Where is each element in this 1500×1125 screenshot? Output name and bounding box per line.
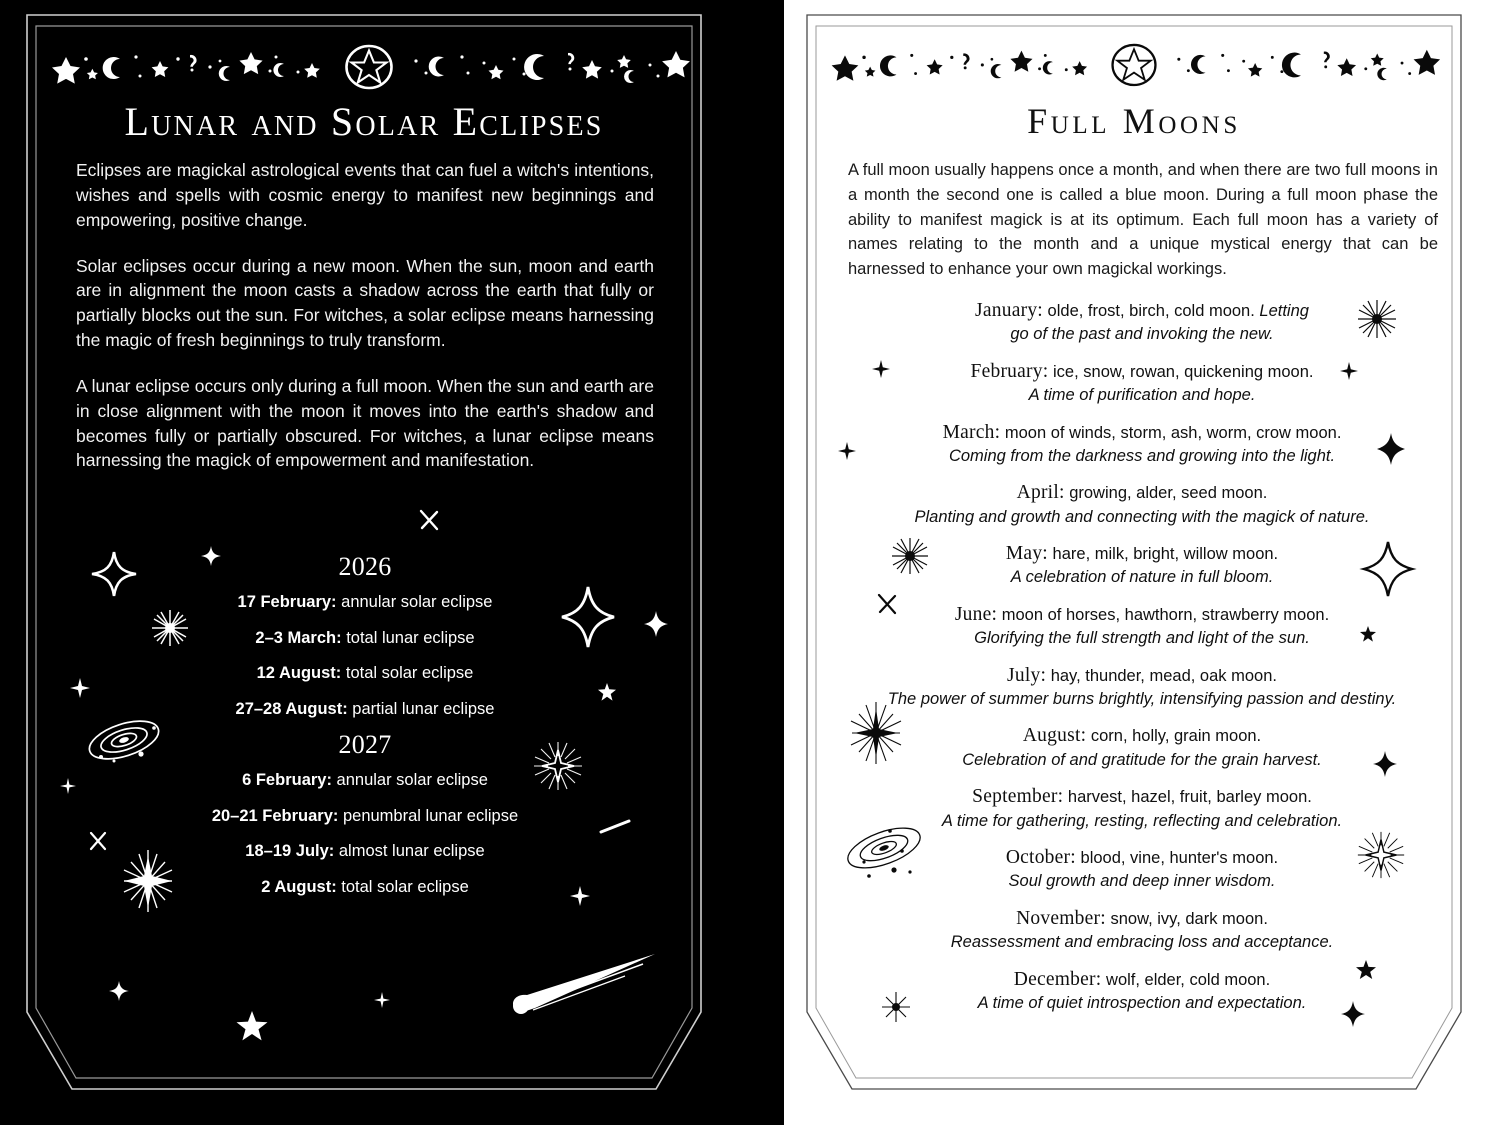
month-meaning: A time for gathering, resting, reflecting and celebration.	[941, 811, 1343, 830]
month-line	[812, 723, 1472, 748]
month-moon-names: blood, vine, hunter's moon.	[1075, 849, 1279, 868]
right-header-ornament-band	[824, 38, 1444, 90]
eclipse-date: 2 August:	[261, 877, 337, 896]
month-entry	[812, 845, 1472, 893]
pentacle-icon	[1113, 45, 1156, 85]
month-line	[812, 541, 1472, 566]
eclipse-event-row	[130, 663, 600, 684]
year-heading: 2027	[338, 730, 392, 759]
month-name: October:	[1005, 847, 1076, 869]
eclipse-event-row	[130, 877, 600, 898]
month-entry	[812, 784, 1472, 832]
month-moon-names: olde, frost, birch, cold moon.	[1042, 302, 1255, 320]
eclipse-year-section-2027	[130, 730, 600, 898]
month-meaning: A time of purification and hope.	[1028, 386, 1256, 405]
eclipse-date: 12 August:	[256, 664, 342, 683]
month-moon-names: moon of horses, hawthorn, strawberry moon.	[997, 605, 1330, 624]
month-entry	[812, 967, 1472, 1015]
month-moon-names: growing, alder, seed moon.	[1064, 484, 1268, 503]
eclipse-description: almost lunar eclipse	[334, 842, 485, 861]
month-entry	[812, 359, 1472, 407]
eclipse-event-row	[130, 628, 600, 649]
month-meaning: Glorifying the full strength and light of the sun.	[974, 629, 1310, 648]
month-entry	[812, 906, 1472, 954]
month-name: February:	[970, 360, 1049, 382]
month-name: June:	[954, 603, 998, 625]
eclipse-description: total solar eclipse	[341, 664, 474, 683]
eclipse-event-row	[130, 841, 600, 862]
right-page-title: Full Moons	[1027, 101, 1241, 141]
left-page-title: Lunar and Solar Eclipses	[124, 99, 604, 144]
month-entry	[812, 480, 1472, 528]
month-meaning: A celebration of nature in full bloom.	[1010, 568, 1274, 587]
month-entry	[812, 663, 1472, 711]
month-moon-names: moon of winds, storm, ash, worm, crow moon.	[1000, 423, 1342, 442]
month-entry	[812, 602, 1472, 650]
eclipse-description: partial lunar eclipse	[347, 699, 495, 718]
eclipse-year-section-2026	[130, 552, 600, 720]
eclipse-date: 2–3 March:	[255, 628, 342, 647]
eclipse-description: penumbral lunar eclipse	[338, 806, 519, 825]
month-name: April:	[1016, 482, 1065, 504]
month-meaning: Coming from the darkness and growing into the light.	[948, 446, 1336, 465]
full-moon-months-list	[812, 298, 1472, 1014]
month-name: November:	[1016, 907, 1106, 929]
month-name: December:	[1013, 968, 1102, 990]
eclipse-date: 27–28 August:	[235, 699, 348, 718]
eclipse-paragraph: Solar eclipses occur during a new moon. When the sun, moon and earth are in alignment the moon casts a shadow across the earth that fully or partially blocks out the sun. For witches, a solar eclipse means harnessing the magic of fresh beginnings to truly transform.	[76, 255, 654, 351]
year-heading: 2026	[338, 552, 392, 581]
eclipse-paragraph: A lunar eclipse occurs only during a full moon. When the sun and earth are in close alignment with the moon it moves into the earth's shadow and becomes fully or partially obscured. For witches, a lunar eclipse means harnessing the magick of empowerment and manifestation.	[76, 375, 654, 471]
month-moon-names: snow, ivy, dark moon.	[1105, 909, 1268, 928]
month-meaning: The power of summer burns brightly, intensifying passion and destiny.	[887, 690, 1397, 709]
month-meaning: Reassessment and embracing loss and acceptance.	[950, 933, 1334, 952]
eclipse-description: annular solar eclipse	[336, 593, 493, 611]
month-meaning: go of the past and invoking the new.	[1010, 325, 1274, 344]
month-line	[812, 906, 1472, 931]
eclipse-description: annular solar eclipse	[331, 771, 488, 789]
eclipse-description: total solar eclipse	[336, 877, 469, 896]
month-entry	[812, 541, 1472, 589]
month-moon-names: corn, holly, grain moon.	[1086, 727, 1262, 746]
month-line	[812, 420, 1472, 445]
eclipse-event-row	[130, 770, 600, 791]
month-moon-names: wolf, elder, cold moon.	[1101, 970, 1271, 989]
month-meaning: A time of quiet introspection and expectation.	[977, 993, 1307, 1012]
month-name: August:	[1022, 725, 1087, 747]
month-name: September:	[972, 786, 1064, 808]
month-name: January:	[975, 300, 1043, 321]
month-moon-names: hay, thunder, mead, oak moon.	[1046, 666, 1277, 685]
eclipse-event-row	[130, 806, 600, 827]
month-name: July:	[1007, 664, 1047, 686]
month-meaning: Planting and growth and connecting with the magick of nature.	[914, 507, 1370, 526]
eclipse-event-row	[130, 592, 600, 613]
month-line	[812, 784, 1472, 809]
month-moon-names: hare, milk, bright, willow moon.	[1047, 545, 1279, 564]
eclipse-description: total lunar eclipse	[341, 628, 475, 647]
month-line	[812, 359, 1472, 384]
month-line	[812, 663, 1472, 688]
month-name: March:	[942, 421, 1001, 443]
month-moon-names: ice, snow, rowan, quickening moon.	[1048, 362, 1314, 381]
month-moon-names: harvest, hazel, fruit, barley moon.	[1063, 788, 1312, 807]
month-line	[812, 845, 1472, 870]
month-line	[812, 967, 1472, 992]
month-entry	[812, 723, 1472, 771]
eclipses-intro	[76, 158, 654, 473]
eclipse-event-row	[130, 699, 600, 720]
month-line	[812, 298, 1472, 323]
month-line	[812, 480, 1472, 505]
eclipse-date: 17 February:	[237, 593, 337, 611]
month-line	[812, 602, 1472, 627]
month-entry	[812, 420, 1472, 468]
eclipse-paragraph: Eclipses are magickal astrological events that can fuel a witch's intentions, wishes and spells with cosmic energy to manifest new beginnings and empowering, positive change.	[76, 160, 654, 230]
eclipse-date: 18–19 July:	[245, 842, 335, 861]
eclipse-date: 6 February:	[242, 771, 332, 789]
month-entry	[812, 298, 1472, 346]
left-header-ornament-band	[44, 40, 694, 92]
eclipse-date: 20–21 February:	[211, 806, 339, 825]
month-meaning: Soul growth and deep inner wisdom.	[1008, 872, 1276, 891]
month-name: May:	[1005, 543, 1048, 565]
full-moons-intro: A full moon usually happens once a month, and when there are two full moons in a month the second one is called a blue moon. During a full moon phase the ability to manifest magick is at its optimum. Each full moon has a variety of names relating to the month and a unique mystical energy that can be harnessed to enhance your own magickal workings.	[848, 161, 1438, 278]
month-meaning: Celebration of and gratitude for the grain harvest.	[962, 750, 1322, 769]
month-meaning-start: Letting	[1254, 302, 1309, 320]
